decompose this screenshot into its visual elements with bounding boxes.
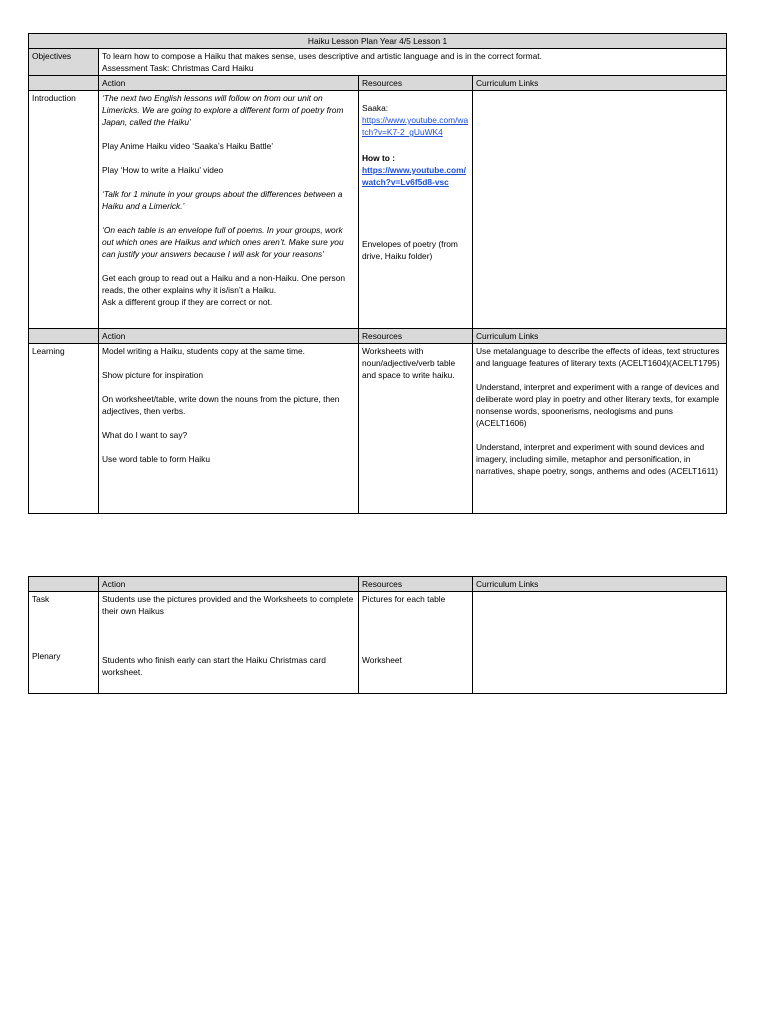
header-blank bbox=[29, 329, 99, 344]
task-plenary-row bbox=[29, 592, 727, 694]
intro-paragraph: ‘On each table is an envelope full of poems. In your groups, work out which ones are Haikus and which ones aren’t. Make sure you can justify your answers because I will ask for your reasons’ bbox=[102, 225, 344, 259]
learning-action bbox=[99, 344, 359, 514]
intro-paragraph: Get each group to read out a Haiku and a non-Haiku. One person reads, the other explains why it is/isn’t a Haiku. bbox=[102, 273, 346, 295]
plenary-label: Plenary bbox=[32, 651, 61, 661]
learning-step: On worksheet/table, write down the nouns from the picture, then adjectives, then verbs. bbox=[102, 394, 340, 416]
plenary-resources: Worksheet bbox=[362, 655, 402, 665]
header-resources: Resources bbox=[359, 577, 473, 592]
task-plenary-table bbox=[28, 576, 727, 694]
task-label: Task bbox=[32, 594, 50, 604]
learning-step: What do I want to say? bbox=[102, 430, 188, 440]
envelopes-resource: Envelopes of poetry (from drive, Haiku folder) bbox=[362, 239, 458, 261]
introduction-label: Introduction bbox=[29, 91, 99, 329]
learning-step: Use word table to form Haiku bbox=[102, 454, 210, 464]
header-blank bbox=[29, 76, 99, 91]
header-curriculum: Curriculum Links bbox=[473, 76, 727, 91]
curriculum-link: Understand, interpret and experiment with a range of devices and deliberate word play in poetry and other literary texts, for example nonsense words, spoonerisms, neologisms and puns (ACELT1606) bbox=[476, 382, 720, 428]
header-curriculum: Curriculum Links bbox=[473, 577, 727, 592]
introduction-curriculum bbox=[473, 91, 727, 329]
howto-video-link[interactable]: https://www.youtube.com/watch?v=Lv6f5d8-vsc bbox=[362, 165, 466, 187]
introduction-row bbox=[29, 91, 727, 329]
objectives-content bbox=[99, 49, 727, 76]
intro-paragraph: ‘Talk for 1 minute in your groups about the differences between a Haiku and a Limerick.’ bbox=[102, 189, 343, 211]
saaka-video-link[interactable]: https://www.youtube.com/watch?v=K7-2_gUuWK4 bbox=[362, 115, 469, 137]
header-row bbox=[29, 76, 727, 91]
assessment-task: Assessment Task: Christmas Card Haiku bbox=[102, 63, 254, 73]
header-action: Action bbox=[99, 577, 359, 592]
learning-step: Model writing a Haiku, students copy at the same time. bbox=[102, 346, 305, 356]
curriculum-link: Understand, interpret and experiment with sound devices and imagery, including simile, metaphor and personification, in narratives, shape poetry, songs, anthems and odes (ACELT1611) bbox=[476, 442, 719, 476]
howto-label: How to : bbox=[362, 153, 396, 163]
header-curriculum: Curriculum Links bbox=[473, 329, 727, 344]
learning-resources: Worksheets with noun/adjective/verb table and space to write haiku. bbox=[359, 344, 473, 514]
task-plenary-action bbox=[99, 592, 359, 694]
intro-paragraph: Play ‘How to write a Haiku’ video bbox=[102, 165, 224, 175]
header-row bbox=[29, 329, 727, 344]
intro-paragraph: Ask a different group if they are correct or not. bbox=[102, 297, 273, 307]
header-row bbox=[29, 577, 727, 592]
header-resources: Resources bbox=[359, 329, 473, 344]
learning-label: Learning bbox=[29, 344, 99, 514]
intro-paragraph: Play Anime Haiku video ‘Saaka’s Haiku Battle’ bbox=[102, 141, 274, 151]
plenary-action: Students who finish early can start the Haiku Christmas card worksheet. bbox=[102, 655, 326, 677]
objectives-label: Objectives bbox=[29, 49, 99, 76]
task-plenary-resources bbox=[359, 592, 473, 694]
task-plenary-curriculum bbox=[473, 592, 727, 694]
task-resources: Pictures for each table bbox=[362, 594, 446, 604]
header-resources: Resources bbox=[359, 76, 473, 91]
task-plenary-labels bbox=[29, 592, 99, 694]
header-action: Action bbox=[99, 76, 359, 91]
page-title: Haiku Lesson Plan Year 4/5 Lesson 1 bbox=[29, 34, 727, 49]
objectives-line: To learn how to compose a Haiku that makes sense, uses descriptive and artistic language and is in the correct format. bbox=[102, 51, 542, 61]
header-blank bbox=[29, 577, 99, 592]
learning-step: Show picture for inspiration bbox=[102, 370, 204, 380]
intro-paragraph: ‘The next two English lessons will follow on from our unit on Limericks. We are going to explore a different form of poetry from Japan, called the Haiku’ bbox=[102, 93, 344, 127]
title-row bbox=[29, 34, 727, 49]
lesson-plan-table bbox=[28, 33, 727, 514]
introduction-resources bbox=[359, 91, 473, 329]
objectives-row bbox=[29, 49, 727, 76]
header-action: Action bbox=[99, 329, 359, 344]
saaka-label: Saaka: bbox=[362, 103, 389, 113]
task-action: Students use the pictures provided and the Worksheets to complete their own Haikus bbox=[102, 594, 354, 616]
curriculum-link: Use metalanguage to describe the effects of ideas, text structures and language features of literary texts (ACELT1604)(ACELT1795) bbox=[476, 346, 720, 368]
learning-row bbox=[29, 344, 727, 514]
introduction-action bbox=[99, 91, 359, 329]
learning-curriculum bbox=[473, 344, 727, 514]
